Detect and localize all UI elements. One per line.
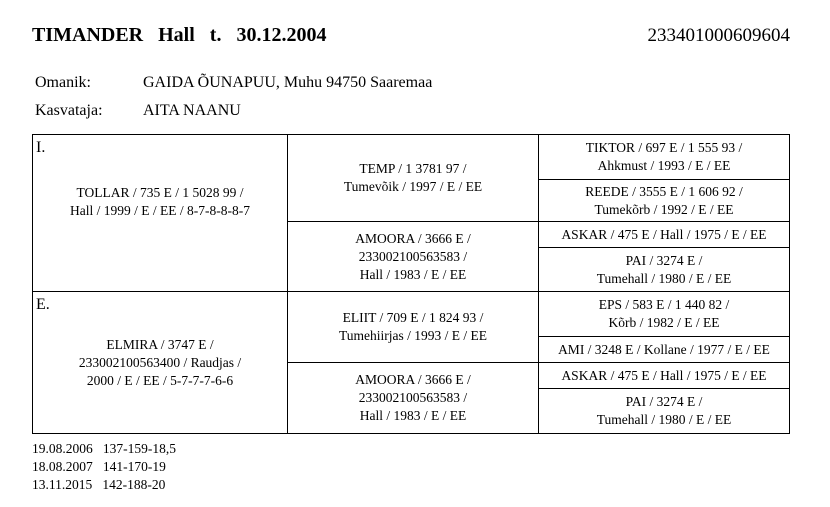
dds-line1: ASKAR / 475 E / Hall / 1975 / E / EE <box>561 367 767 383</box>
sd-line2: 233002100563583 / <box>358 248 468 264</box>
dam-mark: E. <box>36 296 50 313</box>
breeder-value: AITA NAANU <box>143 102 241 119</box>
pedigree-table <box>32 134 790 434</box>
dam-dam-cell <box>288 363 538 433</box>
sire-mark: I. <box>36 139 46 156</box>
result-row: 19.08.2006 137-159-18,5 <box>32 441 176 456</box>
dss-cell <box>539 292 789 336</box>
sire-dam-cell <box>288 222 538 291</box>
sire-sire-cell <box>288 135 538 221</box>
sd-line3: Hall / 1983 / E / EE <box>359 266 467 282</box>
sss-line1: TIKTOR / 697 E / 1 555 93 / <box>585 140 743 155</box>
owner-value: GAIDA ÕUNAPUU, Muhu 94750 Saaremaa <box>143 74 433 91</box>
sire-line2: Hall / 1999 / E / EE / 8-7-8-8-8-7 <box>70 202 250 218</box>
sd-line1: AMOORA / 3666 E / <box>355 230 471 246</box>
sdd-line2: Tumehall / 1980 / E / EE <box>596 270 732 286</box>
sdd-line1: PAI / 3274 E / <box>625 252 703 268</box>
dd-line2: 233002100563583 / <box>358 390 468 405</box>
horse-title: TIMANDER Hall t. 30.12.2004 <box>32 24 327 46</box>
ss-line2: Tumevõik / 1997 / E / EE <box>343 179 483 194</box>
dam-sire-cell <box>288 292 538 362</box>
dam-line1: ELMIRA / 3747 E / <box>106 337 214 352</box>
dam-line2: 233002100563400 / Raudjas / <box>78 355 242 370</box>
dsd-cell <box>539 337 789 362</box>
breeder-label: Kasvataja: <box>35 102 103 119</box>
ss-line1: TEMP / 1 3781 97 / <box>359 161 467 176</box>
measurement-results <box>32 440 176 494</box>
owner-row <box>35 74 432 92</box>
registration-number: 233401000609604 <box>647 25 790 46</box>
dss-line2: Kõrb / 1982 / E / EE <box>608 315 720 330</box>
ssd-cell <box>539 180 789 221</box>
ssd-line1: REEDE / 3555 E / 1 606 92 / <box>585 183 743 199</box>
dam-line3: 2000 / E / EE / 5-7-7-7-6-6 <box>86 373 234 388</box>
dds-cell <box>539 363 789 388</box>
sdd-cell <box>539 248 789 291</box>
dam-cell <box>33 313 287 413</box>
ddd-line2: Tumehall / 1980 / E / EE <box>596 412 732 427</box>
ds-line2: Tumehiirjas / 1993 / E / EE <box>339 328 487 343</box>
dss-line1: EPS / 583 E / 1 440 82 / <box>598 297 730 312</box>
dd-line3: Hall / 1983 / E / EE <box>359 408 467 423</box>
owner-label: Omanik: <box>35 74 91 91</box>
sire-line1: TOLLAR / 735 E / 1 5028 99 / <box>76 184 244 200</box>
sire-cell <box>33 135 287 268</box>
ddd-cell <box>539 389 789 433</box>
ssd-line2: Tumekõrb / 1992 / E / EE <box>594 201 734 217</box>
sds-line1: ASKAR / 475 E / Hall / 1975 / E / EE <box>561 226 767 242</box>
dd-line1: AMOORA / 3666 E / <box>355 372 471 387</box>
result-row: 13.11.2015 142-188-20 <box>32 477 166 492</box>
ddd-line1: PAI / 3274 E / <box>625 394 703 409</box>
sss-line2: Ahkmust / 1993 / E / EE <box>597 158 731 173</box>
breeder-row <box>35 102 241 120</box>
ds-line1: ELIIT / 709 E / 1 824 93 / <box>342 310 484 325</box>
sds-cell <box>539 222 789 247</box>
dsd-line1: AMI / 3248 E / Kollane / 1977 / E / EE <box>558 341 770 357</box>
result-row: 18.08.2007 141-170-19 <box>32 459 166 474</box>
sss-cell <box>539 135 789 179</box>
